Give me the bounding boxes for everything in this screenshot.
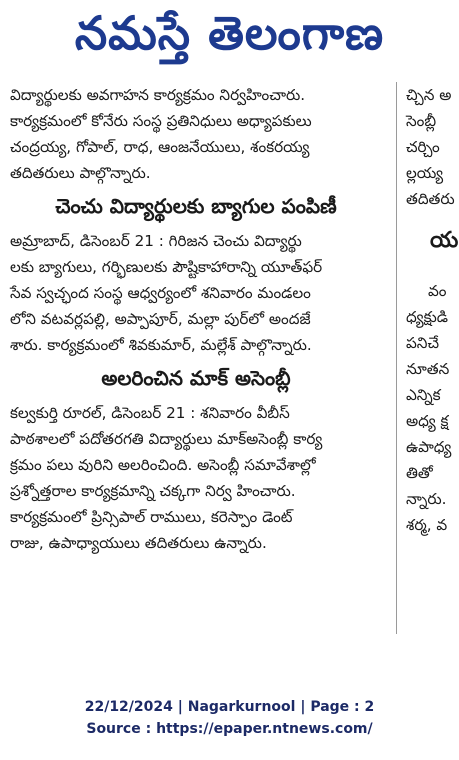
text-line: క్రమం పలు వురిని అలరించింది. అసెంబ్లీ సమావేశాల్లో: [10, 456, 316, 474]
text-line: కార్యక్రమంలో కోనేరు సంస్థ ప్రతినిధులు అధ్యాపకులు: [10, 112, 312, 130]
text-line: కల్వకుర్తి రూరల్, డిసెంబర్ 21 : శనివారం వీబీస్: [10, 404, 290, 422]
main-column: [0, 82, 392, 634]
side-column: [402, 82, 459, 634]
text-line: వం: [428, 282, 447, 300]
text-line: ప్రశ్నోత్తరాల కార్యక్రమాన్ని చక్కగా నిర్వ హించారు.: [10, 482, 296, 500]
text-line: ఎన్నిక: [406, 386, 441, 404]
text-line: చర్చిం: [406, 138, 440, 156]
text-line: రాజు, ఉపాధ్యాయులు తదితరులు ఉన్నారు.: [10, 534, 267, 552]
column-divider: [396, 82, 397, 634]
text-line: ధ్యక్షుడి: [406, 308, 448, 326]
text-line: పాఠశాలలో పదోతరగతి విద్యార్థులు మాక్‌అసెంబ్లీ కార్య: [10, 430, 323, 448]
footer: [0, 696, 459, 740]
newspaper-title: నమస్తే తెలంగాణ: [74, 6, 385, 60]
text-line: శారు. కార్యక్రమంలో శివకుమార్, మల్లేశ్ పాల్గొన్నారు.: [10, 336, 312, 354]
article-headline: అలరించిన మాక్ అసెంబ్లీ: [101, 366, 291, 390]
side-headline: య: [430, 228, 459, 253]
text-line: లోని వటవర్లపల్లి, అప్పాపూర్, మల్లా పుర్‌లో అందజే: [10, 310, 311, 328]
article-headline: చెంచు విద్యార్థులకు బ్యాగుల పంపిణీ: [55, 194, 337, 218]
text-line: సెంబ్లీ: [406, 112, 437, 130]
text-line: తితో: [406, 464, 433, 482]
text-line: తదితరులు పాల్గొన్నారు.: [10, 164, 151, 182]
text-line: సేవ స్వచ్ఛంద సంస్థ ఆధ్వర్యంలో శనివారం మండలం: [10, 284, 311, 302]
text-line: న్నారు.: [406, 490, 447, 508]
text-line: శర్మ, వ: [406, 516, 448, 534]
masthead: [0, 0, 459, 78]
text-line: ఉపాధ్య: [406, 438, 452, 456]
article-continuation: [0, 82, 392, 186]
text-line: అమ్రాబాద్, డిసెంబర్ 21 : గిరిజన చెంచు విద్యార్థు: [10, 232, 302, 250]
source-link[interactable]: Source : https://epaper.ntnews.com/: [86, 721, 373, 737]
text-line: ల్లయ్య: [406, 164, 444, 182]
article-bag-distribution: [0, 186, 392, 358]
text-line: తదితరు: [406, 190, 455, 208]
text-line: కార్యక్రమంలో ప్రిన్సిపాల్ రాములు, కరెస్పాం డెంట్: [10, 508, 293, 526]
text-line: చ్చిన అ: [406, 86, 452, 104]
text-line: నూతన: [406, 360, 450, 378]
text-line: అధ్య క్ష: [406, 412, 449, 430]
text-line: లకు బ్యాగులు, గర్భిణులకు పౌష్టికాహారాన్ని యూత్‌ఫర్: [10, 258, 323, 276]
article-mock-assembly: [0, 358, 392, 556]
text-line: విద్యార్థులకు అవగాహన కార్యక్రమం నిర్వహించారు.: [10, 86, 306, 104]
edition-info: 22/12/2024 | Nagarkurnool | Page : 2: [84, 699, 375, 715]
text-line: పనిచే: [406, 334, 440, 352]
news-clipping: [0, 82, 459, 634]
text-line: చంద్రయ్య, గోపాల్, రాధ, ఆంజనేయులు, శంకరయ్య: [10, 138, 310, 156]
